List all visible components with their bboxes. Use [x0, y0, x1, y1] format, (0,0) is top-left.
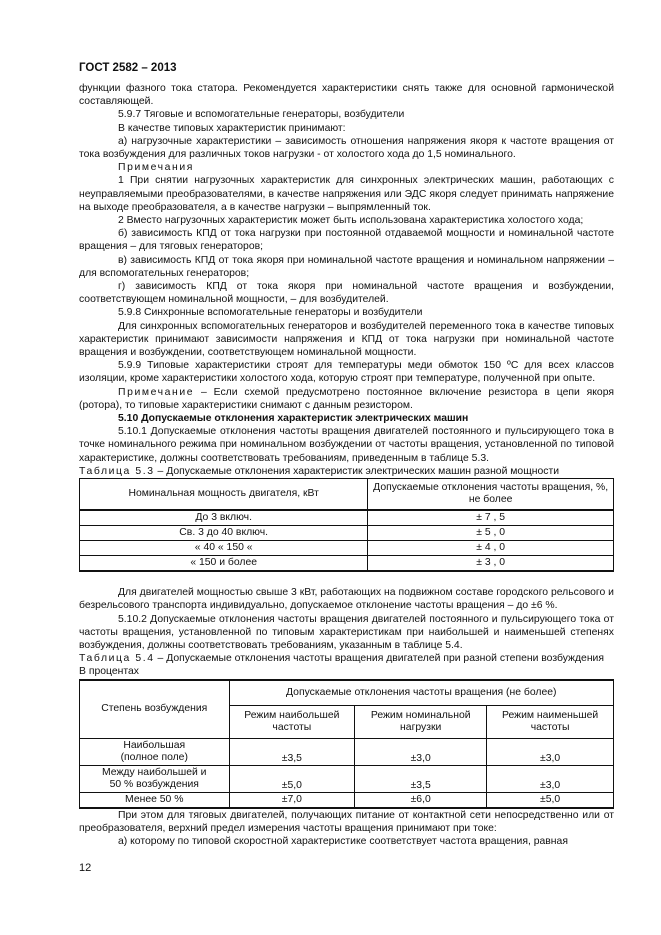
paragraph: функции фазного тока статора. Рекомендуется характеристики снять также для основной гармонической составляющей. [79, 83, 614, 108]
paragraph: 5.9.8 Синхронные вспомогательные генераторы и возбудители [118, 307, 423, 319]
table-5-4 [79, 679, 614, 809]
column-header: Допускаемые отклонения частоты вращения, %, не более [368, 479, 614, 511]
table-5-3 [79, 478, 614, 572]
table-label: Таблица 5.4 [79, 653, 155, 665]
table-row [80, 765, 614, 792]
notes-heading: Примечания [118, 162, 194, 174]
table-cell: ±7,0 [229, 792, 355, 808]
paragraph: б) зависимость КПД от тока нагрузки при постоянной отдаваемой мощности и номинальной частоте вращения – для тяговых генераторов; [79, 228, 614, 253]
table-cell: ±3,0 [487, 765, 614, 792]
column-header: Номинальная мощность двигателя, кВт [80, 479, 368, 511]
cell-line: Между наибольшей и [102, 766, 207, 778]
table-cell: ±5,0 [229, 765, 355, 792]
table-cell: ±5,0 [487, 792, 614, 808]
table-5-3-caption [79, 465, 614, 478]
table-cell: ± 5 , 0 [368, 526, 614, 541]
note-text: – Если схемой предусмотрено постоянное включение резистора в цепи якоря (ротора), то типовые характеристики снимают с данным резистором. [79, 386, 614, 411]
table-row [80, 510, 614, 526]
paragraph: При этом для тяговых двигателей, получающих питание от контактной сети непосредственно или от преобразователя, верхний предел измерения частоты вращения принимают при токе: [79, 809, 614, 834]
paragraph: Для двигателей мощностью свыше 3 кВт, работающих на подвижном составе городского рельсового и безрельсового транспорта индивидуально, допускаемое отклонение частоты вращения – до ±6 %. [79, 587, 614, 612]
column-header: Режим наибольшей частоты [229, 705, 355, 738]
paragraph: В качестве типовых характеристик принимают: [118, 122, 346, 134]
table-header-row [80, 680, 614, 706]
column-header: Режим номинальной нагрузки [355, 705, 487, 738]
column-header: Режим наименьшей частоты [487, 705, 614, 738]
table-cell: ±3,5 [355, 765, 487, 792]
table-cell: Св. 3 до 40 включ. [80, 526, 368, 541]
table-unit: В процентах [79, 666, 139, 678]
paragraph: 5.9.7 Тяговые и вспомогательные генераторы, возбудители [118, 109, 405, 121]
table-cell: ±6,0 [355, 792, 487, 808]
paragraph: 2 Вместо нагрузочных характеристик может быть использована характеристика холостого хода; [118, 215, 584, 227]
paragraph: а) которому по типовой скоростной характеристике соответствует частота вращения, равная [118, 835, 568, 847]
note-label: Примечание [118, 386, 195, 398]
cell-line: 50 % возбуждения [109, 778, 199, 790]
table-cell: ± 4 , 0 [368, 541, 614, 556]
table-cell: ± 7 , 5 [368, 510, 614, 526]
column-header: Степень возбуждения [80, 680, 230, 739]
table-header-row [80, 479, 614, 511]
paragraph: 5.10.2 Допускаемые отклонения частоты вращения двигателей постоянного и пульсирующего тока от частоты вращения, установленной по типовым характеристикам при наибольшей и наименьшей степенях возбуждения, должны соответствовать требованиям, указанным в таблице 5.4. [79, 613, 614, 651]
table-cell: « 150 и более [80, 556, 368, 572]
paragraph: в) зависимость КПД от тока якоря при номинальной частоте вращения и номинальном напряжении – для вспомогательных генераторов; [79, 254, 614, 279]
table-cell: ±3,0 [487, 738, 614, 765]
table-cell: Менее 50 % [80, 792, 230, 808]
table-row [80, 556, 614, 572]
column-group-header: Допускаемые отклонения частоты вращения (не более) [229, 680, 613, 706]
paragraph: 1 При снятии нагрузочных характеристик для синхронных электрических машин, работающих с неуправляемыми преобразователями, в качестве напряжения или ЭДС якоря следует принимать напряжение на выходе преобразователя, а в качестве нагрузки – выпрямленный ток. [79, 175, 614, 213]
paragraph: а) нагрузочные характеристики – зависимость отношения напряжения якоря к частоте вращения от тока возбуждения для различных токов нагрузки - от холостого хода до 1,5 номинального. [79, 135, 614, 161]
paragraph: 5.9.9 Типовые характеристики строят для температуры меди обмоток 150 ºС для всех классов изоляции, кроме характеристики холостого хода, которую строят при температуре, полученной при опыте. [79, 360, 614, 385]
table-5-4-caption [79, 652, 614, 665]
table-cell [80, 738, 230, 765]
cell-line: (полное поле) [120, 751, 188, 763]
paragraph: г) зависимость КПД от тока якоря при номинальной частоте вращения и возбуждении, соответствующем номинальной мощности, – для возбудителей. [79, 281, 614, 306]
table-cell [80, 765, 230, 792]
table-label: Таблица 5.3 [79, 465, 155, 477]
table-cell: « 40 « 150 « [80, 541, 368, 556]
table-row [80, 526, 614, 541]
table-caption-text: – Допускаемые отклонения частоты вращения двигателей при разной степени возбуждения [154, 653, 604, 665]
document-header: ГОСТ 2582 – 2013 [79, 62, 177, 74]
table-row [80, 792, 614, 808]
paragraph: 5.10.1 Допускаемые отклонения частоты вращения двигателей постоянного и пульсирующего тока в точке номинального режима при номинальном возбуждении от частоты вращения, установленной по типовой характеристике, должны соответствовать требованиям, приведенным в таблице 5.3. [79, 426, 614, 464]
table-caption-text: – Допускаемые отклонения характеристик электрических машин разной мощности [154, 465, 560, 477]
table-cell: ± 3 , 0 [368, 556, 614, 572]
section-heading: 5.10 Допускаемые отклонения характеристик электрических машин [118, 413, 469, 425]
cell-line: Наибольшая [123, 739, 186, 751]
table-cell: ±3,0 [355, 738, 487, 765]
paragraph: Для синхронных вспомогательных генераторов и возбудителей переменного тока в качестве типовых характеристик принимают зависимости напряжения и КПД от тока нагрузки при номинальной частоте вращения и возбуждении, соответствующем номинальной мощности. [79, 320, 614, 359]
table-cell: ±3,5 [229, 738, 355, 765]
page-number: 12 [79, 862, 92, 874]
table-row [80, 738, 614, 765]
table-row [80, 541, 614, 556]
table-cell: До 3 включ. [80, 510, 368, 526]
page-content [79, 82, 614, 848]
note-paragraph [79, 386, 614, 412]
